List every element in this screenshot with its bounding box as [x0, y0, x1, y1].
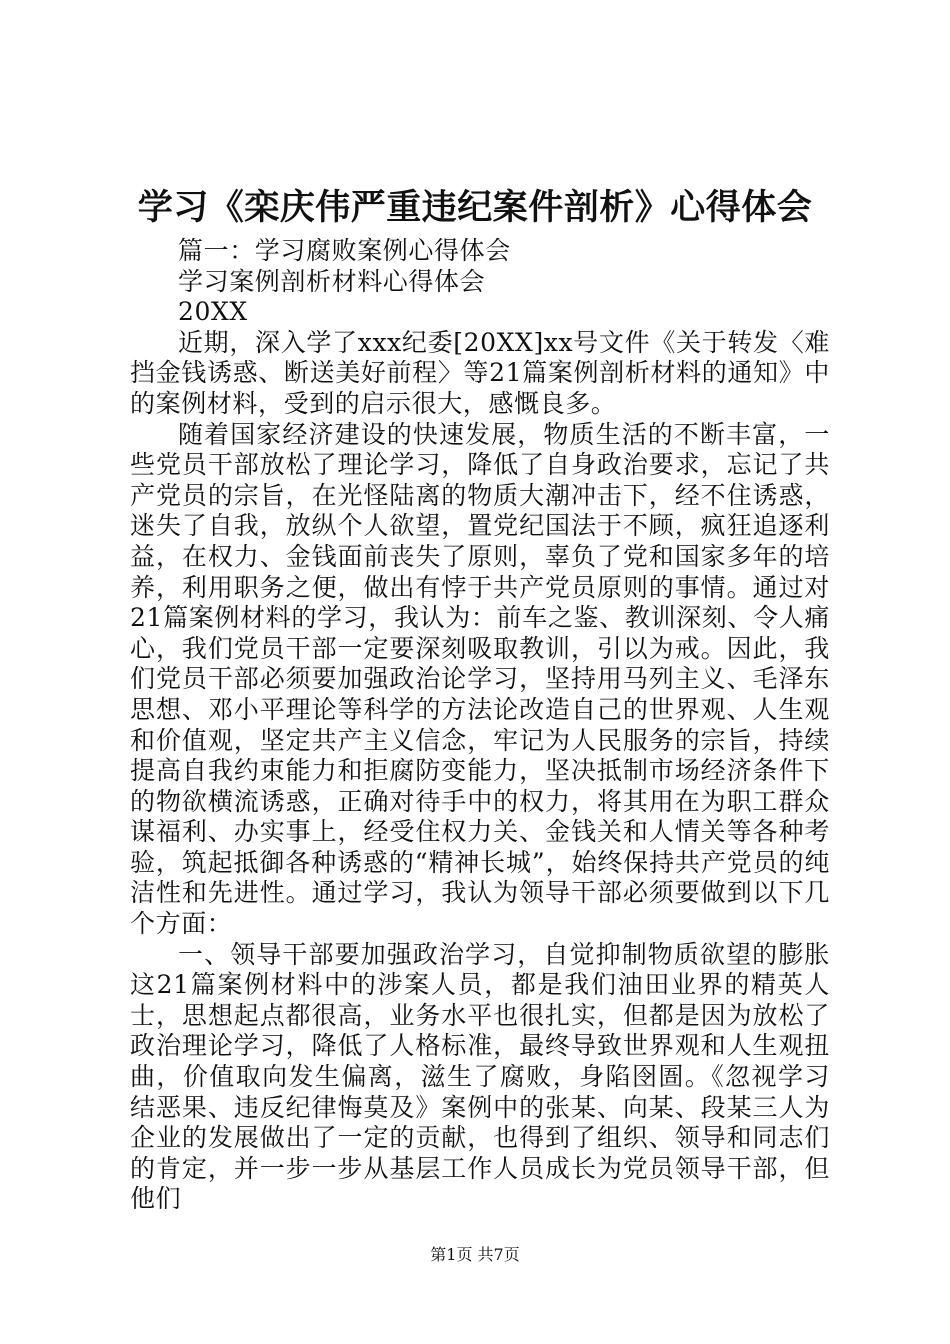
paragraph-point-one: 一、领导干部要加强政治学习，自觉抑制物质欲望的膨胀这21篇案例材料中的涉案人员，都是我们油田业界的精英人士，思想起点都很高，业务水平也很扎实，但都是因为放松了政治理论学习，降低了人格标准，最终导致世界观和人生观扭曲，价值取向发生偏离，滋生了腐败，身陷囹圄。《忽视学习结恶果、违反纪律悔莫及》案例中的张某、向某、段某三人为企业的发展做出了一定的贡献，也得到了组织、领导和同志们的肯定，并一步一步从基层工作人员成长为党员领导干部，但他们 — [130, 939, 830, 1214]
paragraph-main: 随着国家经济建设的快速发展，物质生活的不断丰富，一些党员干部放松了理论学习，降低了自身政治要求，忘记了共产党员的宗旨，在光怪陆离的物质大潮冲击下，经不住诱惑，迷失了自我，放纵个人欲望，置党纪国法于不顾，疯狂追逐利益，在权力、金钱面前丧失了原则，辜负了党和国家多年的培养，利用职务之便，做出有悖于共产党员原则的事情。通过对21篇案例材料的学习，我认为：前车之鉴、教训深刻、令人痛心，我们党员干部一定要深刻吸取教训，引以为戒。因此，我们党员干部必须要加强政治论学习，坚持用马列主义、毛泽东思想、邓小平理论等科学的方法论改造自己的世界观、人生观和价值观，坚定共产主义信念，牢记为人民服务的宗旨，持续提高自我约束能力和拒腐防变能力，坚决抵制市场经济条件下的物欲横流诱惑，正确对待手中的权力，将其用在为职工群众谋福利、办实事上，经受住权力关、金钱关和人情关等各种考验，筑起抵御各种诱惑的“精神长城”，始终保持共产党员的纯洁性和先进性。通过学习，我认为领导干部必须要做到以下几个方面： — [130, 419, 830, 939]
section-heading: 篇一：学习腐败案例心得体会 — [178, 236, 511, 265]
document-body — [130, 236, 830, 1215]
year-line: 20XX — [178, 297, 248, 327]
page-number: 第1页 共7页 — [430, 1245, 520, 1264]
paragraph-intro: 近期，深入学了xxx纪委[20XX]xx号文件《关于转发〈难挡金钱诱惑、断送美好前程〉等21篇案例剖析材料的通知》中的案例材料，受到的启示很大，感慨良多。 — [130, 327, 830, 418]
document-title: 学习《栾庆伟严重违纪案件剖析》心得体会 — [137, 187, 813, 228]
subtitle: 学习案例剖析材料心得体会 — [178, 266, 486, 296]
